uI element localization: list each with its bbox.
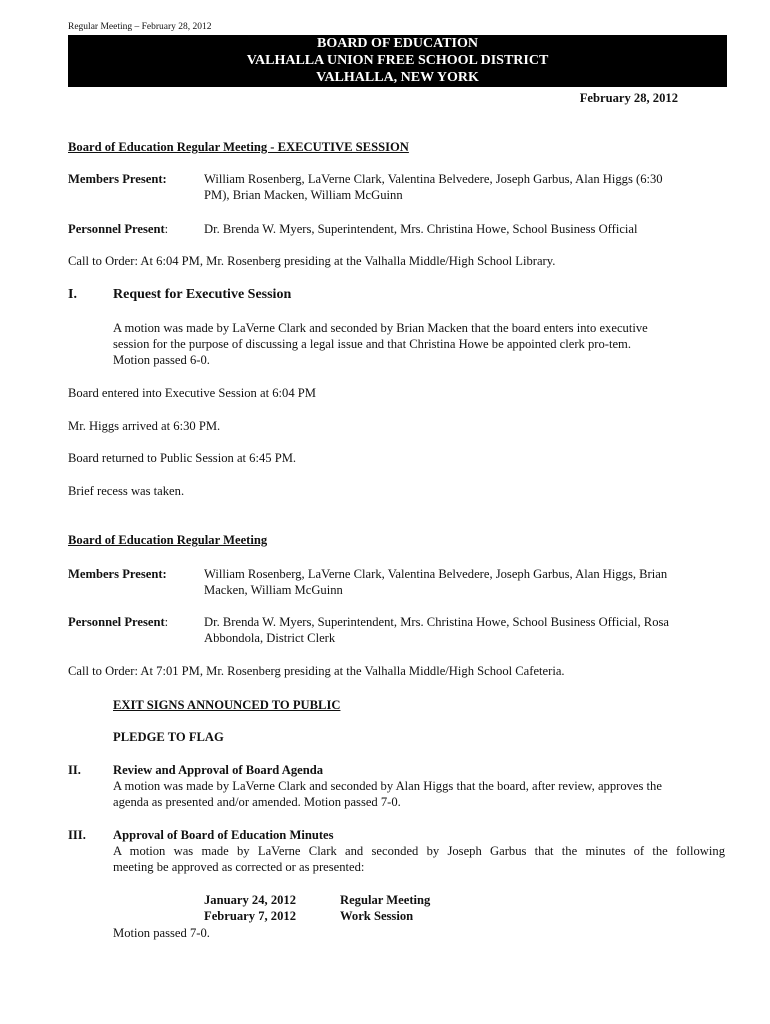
exec-personnel-colon: : [164,222,169,236]
exec-call-to-order: Call to Order: At 6:04 PM, Mr. Rosenberg presiding at the Valhalla Middle/High School Library. [68,254,556,268]
reg-personnel-line: Dr. Brenda W. Myers, Superintendent, Mrs. Christina Howe, School Business Official, Rosa [204,615,669,629]
section-number: III. [68,828,86,842]
agenda-approval [113,762,725,810]
minutes-approval-title: Approval of Board of Education Minutes [113,828,334,842]
reg-members-label: Members Present: [68,567,167,581]
minutes-approval [113,827,725,875]
exec-members-list [204,171,724,203]
reg-personnel-colon: : [164,615,169,629]
public-session-return: Board returned to Public Session at 6:45 PM. [68,451,297,465]
pledge-to-flag: PLEDGE TO FLAG [113,730,224,744]
reg-personnel-line: Abbondola, District Clerk [204,631,336,645]
agenda-approval-title: Review and Approval of Board Agenda [113,763,324,777]
reg-personnel-label-text: Personnel Present [68,615,165,629]
minutes-motion-result: Motion passed 7-0. [113,926,210,940]
exec-members-line: William Rosenberg, LaVerne Clark, Valentina Belvedere, Joseph Garbus, Alan Higgs (6:30 [204,172,663,186]
agenda-motion-line: agenda as presented and/or amended. Motion passed 7-0. [113,795,401,809]
exec-members-label: Members Present: [68,172,167,186]
exec-motion-line: A motion was made by LaVerne Clark and seconded by Brian Macken that the board enters into executive [113,321,648,335]
minutes-meeting-type: Work Session [340,909,414,923]
banner-district-name: VALHALLA UNION FREE SCHOOL DISTRICT [246,53,549,68]
exec-motion-line: Motion passed 6-0. [113,353,210,367]
reg-personnel-list [204,614,724,646]
exec-entered: Board entered into Executive Session at 6:04 PM [68,386,316,400]
recess-note: Brief recess was taken. [68,484,185,498]
exec-personnel-list: Dr. Brenda W. Myers, Superintendent, Mrs. Christina Howe, School Business Official [204,222,638,236]
agenda-motion-line: A motion was made by LaVerne Clark and seconded by Alan Higgs that the board, after review, approves the [113,779,662,793]
minutes-meeting-date: January 24, 2012 [204,893,297,907]
exec-members-line: PM), Brian Macken, William McGuinn [204,188,403,202]
reg-members-line: William Rosenberg, LaVerne Clark, Valentina Belvedere, Joseph Garbus, Alan Higgs, Brian [204,567,668,581]
minutes-meeting-type: Regular Meeting [340,893,431,907]
meeting-date: February 28, 2012 [579,91,678,105]
reg-call-to-order: Call to Order: At 7:01 PM, Mr. Rosenberg presiding at the Valhalla Middle/High School Cafeteria. [68,664,565,678]
section-title: Request for Executive Session [113,287,292,302]
section-number: II. [68,763,81,777]
higgs-arrived: Mr. Higgs arrived at 6:30 PM. [68,419,221,433]
regular-meeting-heading: Board of Education Regular Meeting [68,533,268,547]
exec-personnel-label [68,221,168,237]
banner-board-title: BOARD OF EDUCATION [316,36,478,51]
exec-motion [113,320,725,368]
minutes-motion-line: meeting be approved as corrected or as presented: [113,860,365,874]
reg-personnel-label [68,614,168,630]
minutes-meeting-date: February 7, 2012 [204,909,296,923]
district-banner [68,35,727,87]
exec-motion-line: session for the purpose of discussing a legal issue and that Christina Howe be appointed clerk pro-tem. [113,337,631,351]
exit-signs-notice: EXIT SIGNS ANNOUNCED TO PUBLIC [113,698,341,712]
executive-session-heading: Board of Education Regular Meeting - EXECUTIVE SESSION [68,140,409,154]
reg-members-line: Macken, William McGuinn [204,583,343,597]
running-header: Regular Meeting – February 28, 2012 [68,22,212,32]
section-number: I. [68,287,77,302]
banner-location: VALHALLA, NEW YORK [316,70,479,85]
reg-members-list [204,566,724,598]
minutes-motion-line: A motion was made by LaVerne Clark and seconded by Joseph Garbus that the minutes of the following [113,844,725,858]
exec-personnel-label-text: Personnel Present [68,222,165,236]
